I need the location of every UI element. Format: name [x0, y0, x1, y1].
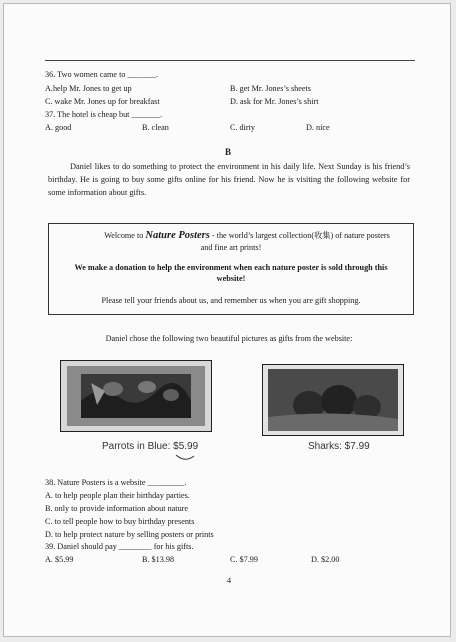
price-annotation-icon: [174, 453, 196, 461]
website-box: [48, 223, 414, 315]
tell-friends-line: Please tell your friends about us, and remember us when you are gift shopping.: [101, 296, 361, 305]
sharks-image-icon: [263, 365, 403, 435]
q38-option-c: C. to tell people how to buy birthday presents: [45, 517, 195, 526]
welcome-suffix: - the world’s largest collection(收集) of nature posters: [209, 231, 390, 240]
welcome-line: [65, 230, 429, 241]
q38-option-b: B. only to provide information about nature: [45, 504, 189, 513]
q37-option-a: A. good: [45, 123, 72, 132]
pictures-intro: Daniel chose the following two beautiful pictures as gifts from the website:: [105, 334, 353, 343]
exam-page: [3, 3, 451, 637]
q37-option-b: B. clean: [142, 123, 169, 132]
q37-option-d: D. nice: [306, 123, 330, 132]
donation-line-2: website!: [216, 274, 246, 283]
sharks-caption: Sharks: $7.99: [308, 441, 370, 452]
q36-stem: 36. Two women came to _______.: [45, 70, 159, 79]
q38-stem: 38. Nature Posters is a website _________.: [45, 478, 187, 487]
welcome-prefix: Welcome to: [104, 231, 146, 240]
q39-stem: 39. Daniel should pay ________ for his gifts.: [45, 542, 194, 551]
sharks-picture: [262, 364, 404, 436]
page-number: 4: [227, 576, 232, 585]
welcome-line-2: and fine art prints!: [200, 243, 262, 252]
brand-name: Nature Posters: [145, 230, 210, 241]
q36-option-c: C. wake Mr. Jones up for breakfast: [45, 97, 160, 106]
q39-option-d: D. $2.00: [311, 555, 340, 564]
q39-option-b: B. $13.98: [142, 555, 175, 564]
donation-line-1: We make a donation to help the environment when each nature poster is sold through this: [74, 263, 388, 272]
parrots-image-icon: [61, 361, 211, 431]
q39-option-a: A. $5.99: [45, 555, 74, 564]
header-rule: [45, 60, 415, 61]
q39-option-c: C. $7.99: [230, 555, 258, 564]
parrots-caption: Parrots in Blue: $5.99: [102, 441, 199, 452]
q36-option-a: A.help Mr. Jones to get up: [45, 84, 132, 93]
q37-stem: 37. The hotel is cheap but _______.: [45, 110, 163, 119]
q36-option-d: D. ask for Mr. Jones’s shirt: [230, 97, 319, 106]
reading-passage: Daniel likes to do something to protect the environment in his daily life. Next Sunday is his friend’s birthday. He is going to buy some gifts online for his friend. Now he is visiting the following website for some information about gifts.: [48, 162, 410, 197]
section-heading: B: [224, 147, 231, 157]
parrots-picture: [60, 360, 212, 432]
q38-option-a: A. to help people plan their birthday parties.: [45, 491, 190, 500]
q36-option-b: B. get Mr. Jones’s sheets: [230, 84, 311, 93]
q37-option-c: C. dirty: [230, 123, 256, 132]
q38-option-d: D. to help protect nature by selling posters or prints: [45, 530, 214, 539]
